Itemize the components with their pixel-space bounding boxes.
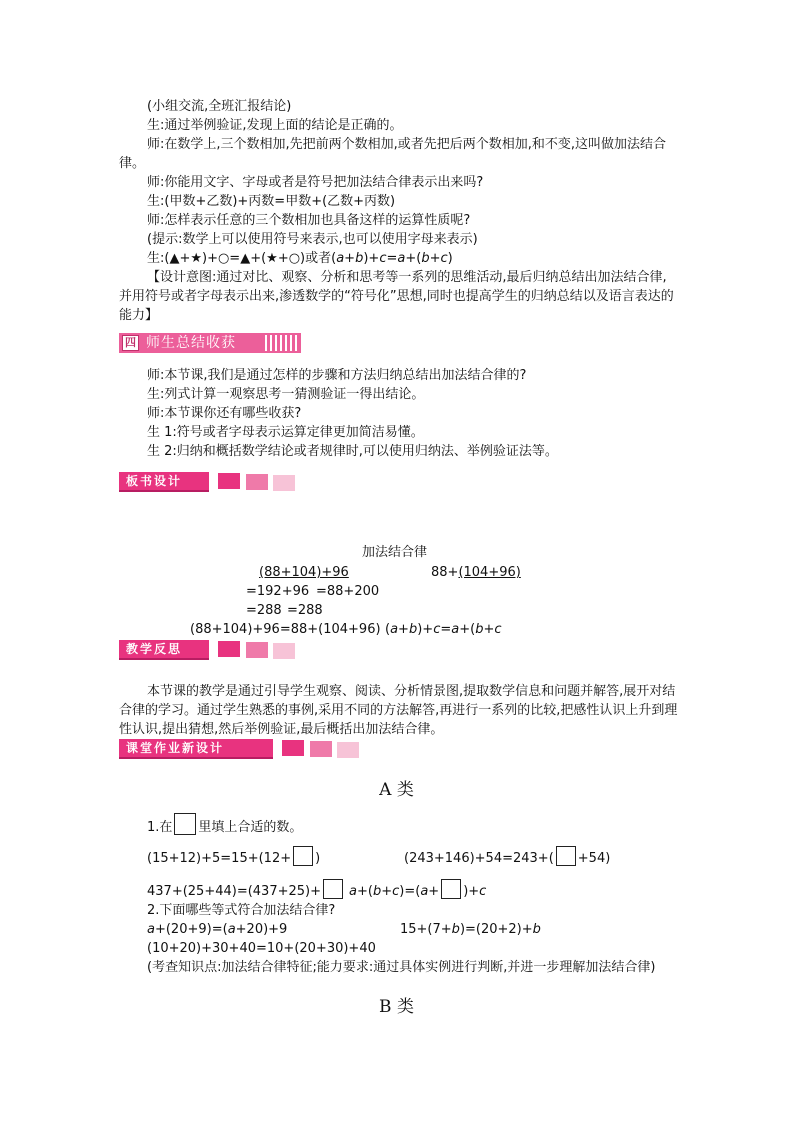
knowledge-note: (考查知识点:加法结合律特征;能力要求:通过具体实例进行判断,并进一步理解加法结合律): [147, 960, 656, 975]
board-expr: (88+104)+96: [259, 565, 349, 580]
answer-box[interactable]: [293, 846, 313, 866]
paragraph: 生:通过举例验证,发现上面的结论是正确的。: [147, 118, 403, 133]
decorative-square: [337, 742, 359, 758]
exercise: 15+(7+b)=(20+2)+b: [400, 922, 541, 937]
board-title: 加法结合律: [362, 545, 428, 560]
class-a-title: A 类: [379, 780, 414, 800]
paragraph: 生:(甲数+乙数)+丙数=甲数+(乙数+丙数): [147, 194, 396, 209]
decorative-square: [282, 740, 304, 756]
section-number: 四: [122, 335, 139, 351]
decorative-square: [218, 641, 240, 657]
board-expr: =288: [246, 603, 282, 618]
paragraph: 师:在数学上,三个数相加,先把前两个数相加,或者先把后两个数相加,和不变,这叫做加法结合律。: [119, 137, 667, 171]
board-expr: =192+96: [246, 584, 310, 599]
class-b-title: B 类: [379, 997, 414, 1017]
paragraph: (小组交流,全班汇报结论): [147, 99, 292, 114]
heading-homework: 课堂作业新设计: [119, 739, 273, 759]
answer-box[interactable]: [441, 879, 461, 899]
exercise: (10+20)+30+40=10+(20+30)+40: [147, 941, 376, 956]
board-expr: 88+(104+96): [431, 565, 521, 580]
exercise: (243+146)+54=243+( +54): [404, 846, 610, 868]
question-2: 2.下面哪些等式符合加法结合律?: [147, 903, 336, 918]
paragraph: (提示:数学上可以使用符号来表示,也可以使用字母来表示): [147, 232, 478, 247]
exercise: 437+(25+44)=(437+25)+ a+(b+c)=(a+ )+c: [147, 879, 486, 901]
decorative-square: [246, 474, 268, 490]
paragraph: 师:本节课你还有哪些收获?: [147, 406, 302, 421]
decorative-square: [273, 475, 295, 491]
paragraph: 生 2:归纳和概括数学结论或者规律时,可以使用归纳法、举例验证法等。: [147, 444, 558, 459]
design-intent: 【设计意图:通过对比、观察、分析和思考等一系列的思维活动,最后归纳总结出加法结合律,并用符号或者字母表示出来,渗透数学的“符号化”思想,同时也提高学生的归纳总结以及语言表达的能力】: [119, 270, 674, 323]
board-equation: (88+104)+96=88+(104+96): [190, 622, 381, 637]
decorative-stripes: [265, 335, 297, 351]
paragraph: 师:怎样表示任意的三个数相加也具备这样的运算性质呢?: [147, 213, 471, 228]
board-expr: =288: [287, 603, 323, 618]
question-1: 1.在 里填上合适的数。: [147, 813, 302, 837]
board-expr: =88+200: [316, 584, 380, 599]
heading-reflection: 教学反思: [119, 640, 209, 660]
reflection-text: 本节课的教学是通过引导学生观察、阅读、分析情景图,提取数学信息和问题并解答,展开对结合律的学习。通过学生熟悉的事例,采用不同的方法解答,再进行一系列的比较,把感性认识上升到理性认识,提出猜想,然后举例验证,最后概括出加法结合律。: [119, 684, 678, 737]
decorative-square: [273, 643, 295, 659]
decorative-square: [218, 473, 240, 489]
paragraph: 生:列式计算一观察思考一猜测验证一得出结论。: [147, 387, 425, 402]
section-title: 师生总结收获: [146, 335, 236, 351]
board-equation: (a+b)+c=a+(b+c: [385, 622, 502, 637]
exercise: a+(20+9)=(a+20)+9: [147, 922, 288, 937]
formula-line: 生:(▲+★)+○=▲+(★+○)或者(a+b)+c=a+(b+c): [147, 251, 453, 266]
section-banner: [119, 333, 301, 353]
decorative-square: [310, 741, 332, 757]
answer-box[interactable]: [556, 846, 576, 866]
answer-box[interactable]: [174, 813, 196, 835]
paragraph: 生 1:符号或者字母表示运算定律更加简洁易懂。: [147, 425, 424, 440]
answer-box[interactable]: [323, 879, 343, 899]
paragraph: 师:本节课,我们是通过怎样的步骤和方法归纳总结出加法结合律的?: [147, 368, 527, 383]
heading-board-design: 板书设计: [119, 472, 209, 492]
exercise: (15+12)+5=15+(12+ ): [147, 846, 320, 868]
paragraph: 师:你能用文字、字母或者是符号把加法结合律表示出来吗?: [147, 175, 484, 190]
decorative-square: [246, 642, 268, 658]
